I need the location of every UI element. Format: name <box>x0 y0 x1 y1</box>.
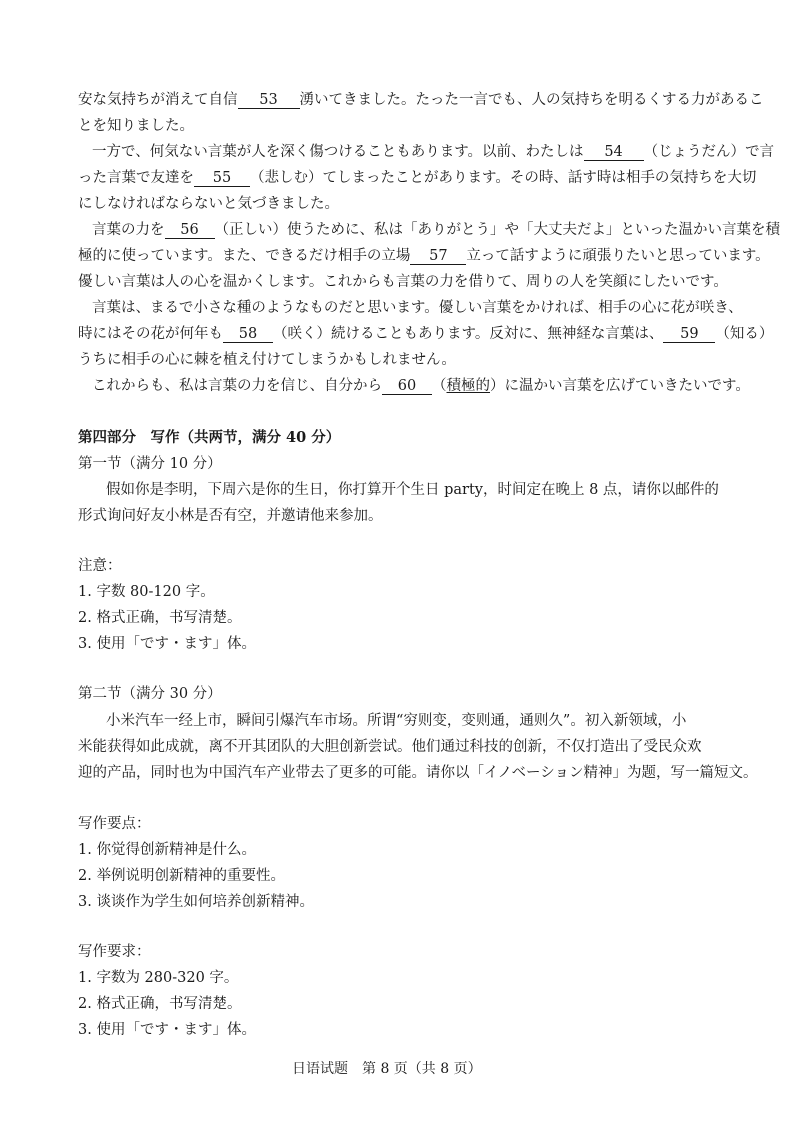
section1-heading: 第一节（满分 10 分） <box>78 456 222 472</box>
passage-text: 言葉の力を <box>92 222 165 238</box>
section2-heading: 第二节（满分 30 分） <box>78 686 222 702</box>
hint-58: （咲く） <box>273 326 331 342</box>
passage-text: 極的に使っています。また、できるだけ相手の立場 <box>78 248 411 264</box>
note-item: 2. 格式正确，书写清楚。 <box>78 610 242 626</box>
passage-line-12 <box>92 376 750 396</box>
writing-point: 3. 谈谈作为学生如何培养创新精神。 <box>78 894 314 910</box>
writing-point: 2. 举例说明创新精神的重要性。 <box>78 868 285 884</box>
blank-56: 56 <box>165 222 215 239</box>
writing-requirement: 1. 字数为 280-320 字。 <box>78 970 239 986</box>
writing-requirement: 2. 格式正确，书写清楚。 <box>78 996 242 1012</box>
writing-point: 1. 你觉得创新精神是什么。 <box>78 842 256 858</box>
hint-59: （知る） <box>715 326 774 342</box>
blank-54: 54 <box>584 144 644 161</box>
hint-54: （じょうだん） <box>643 144 746 160</box>
passage-line-11: うちに相手の心に棘を植え付けてしまうかもしれません。 <box>78 352 456 368</box>
passage-text: 安な気持ちが消えて自信 <box>78 92 238 108</box>
note-heading: 注意： <box>78 558 122 574</box>
passage-line-6 <box>92 220 780 240</box>
blank-59: 59 <box>663 326 715 343</box>
section2-prompt-line-1: 小米汽车一经上市，瞬间引爆汽车市场。所谓“穷则变，变则通，通则久”。初入新领域，小 <box>106 713 687 729</box>
blank-53: 53 <box>238 92 300 109</box>
note-item: 3. 使用「です・ます」体。 <box>78 636 256 652</box>
passage-line-8: 優しい言葉は人の心を温かくします。これからも言葉の力を借りて、周りの人を笑顔にしたいです。 <box>78 274 728 290</box>
hint-56: （正しい） <box>214 222 287 238</box>
hint-55: （悲しむ） <box>250 170 323 186</box>
passage-line-1 <box>78 90 764 110</box>
passage-text: 時にはその花が何年も <box>78 326 223 342</box>
section2-prompt-line-2: 米能获得如此成就，离不开其团队的大胆创新尝试。他们通过科技的创新，不仅打造出了受民众欢 <box>78 739 702 755</box>
passage-line-10 <box>78 324 773 344</box>
passage-line-5: にしなければならないと気づきました。 <box>78 196 339 212</box>
writing-requirement: 3. 使用「です・ます」体。 <box>78 1022 256 1038</box>
passage-text: に温かい言葉を広げていきたいです。 <box>504 378 750 394</box>
hint-60-open: （ <box>432 378 447 394</box>
passage-line-9: 言葉は、まるで小さな種のようなものだと思います。優しい言葉をかければ、相手の心に花が咲き、 <box>92 300 743 316</box>
section1-prompt-line-2: 形式询问好友小林是否有空，并邀请他来参加。 <box>78 508 383 524</box>
passage-text: 一方で、何気ない言葉が人を深く傷つけることもあります。以前、わたしは <box>92 144 584 160</box>
section1-prompt-line-1: 假如你是李明，下周六是你的生日，你打算开个生日 party，时间定在晚上 8 点，请你以邮件的 <box>106 482 719 498</box>
passage-line-2: とを知りました。 <box>78 118 194 134</box>
passage-text: った言葉で友達を <box>78 170 194 186</box>
passage-line-4 <box>78 168 756 188</box>
blank-60: 60 <box>382 378 432 395</box>
blank-58: 58 <box>223 326 273 343</box>
passage-text: 湧いてきました。たった一言でも、人の気持ちを明るくする力があるこ <box>299 92 764 108</box>
passage-text: てしまったことがあります。その時、話す時は相手の気持ちを大切 <box>322 170 757 186</box>
blank-55: 55 <box>194 170 250 187</box>
section2-prompt-line-3: 迎的产品，同时也为中国汽车产业带去了更多的可能。请你以「イノベーション精神」为题，写一篇短文。 <box>78 765 758 781</box>
passage-line-3 <box>92 142 774 162</box>
writing-requirements-heading: 写作要求： <box>78 944 151 960</box>
blank-57: 57 <box>410 248 466 265</box>
passage-text: 続けることもあります。反対に、無神経な言葉は、 <box>331 326 664 342</box>
passage-text: これからも、私は言葉の力を信じ、自分から <box>92 378 382 394</box>
hint-60-close: ） <box>490 378 505 394</box>
passage-text: 使うために、私は「ありがとう」や「大丈夫だよ」といった温かい言葉を積 <box>287 222 780 238</box>
hint-60-word: 積極的 <box>446 378 490 394</box>
passage-text: で言 <box>745 144 775 160</box>
passage-text: 立って話すように頑張りたいと思っています。 <box>466 248 770 264</box>
note-item: 1. 字数 80-120 字。 <box>78 584 215 600</box>
writing-points-heading: 写作要点： <box>78 816 151 832</box>
page-footer: 日语试题 第 8 页（共 8 页） <box>292 1061 482 1077</box>
passage-line-7 <box>78 246 770 266</box>
part4-heading: 第四部分 写作（共两节，满分 40 分） <box>78 429 341 446</box>
